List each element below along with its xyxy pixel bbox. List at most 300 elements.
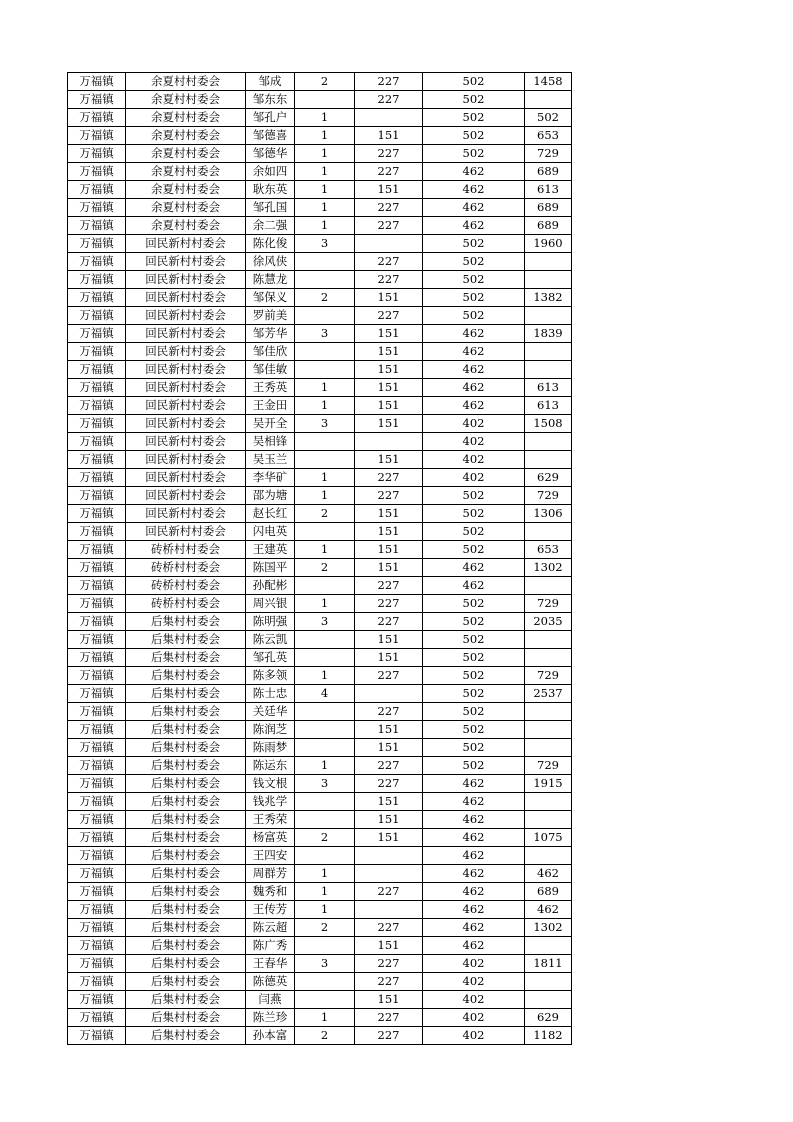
name-cell: 邹孔国 xyxy=(246,199,295,217)
table-row xyxy=(68,667,572,685)
village-cell: 后集村村委会 xyxy=(126,775,246,793)
amount-a-cell: 227 xyxy=(355,1009,423,1027)
total-cell xyxy=(525,343,572,361)
name-cell: 陈云超 xyxy=(246,919,295,937)
name-cell: 余如四 xyxy=(246,163,295,181)
amount-b-cell: 462 xyxy=(423,901,525,919)
town-cell: 万福镇 xyxy=(68,163,126,181)
amount-b-cell: 462 xyxy=(423,811,525,829)
amount-a-cell: 227 xyxy=(355,955,423,973)
count-cell: 1 xyxy=(295,1009,355,1027)
village-cell: 砖桥村村委会 xyxy=(126,595,246,613)
amount-b-cell: 462 xyxy=(423,379,525,397)
amount-a-cell: 227 xyxy=(355,145,423,163)
name-cell: 邹佳欣 xyxy=(246,343,295,361)
town-cell: 万福镇 xyxy=(68,379,126,397)
village-cell: 后集村村委会 xyxy=(126,865,246,883)
total-cell xyxy=(525,973,572,991)
count-cell: 1 xyxy=(295,181,355,199)
town-cell: 万福镇 xyxy=(68,559,126,577)
name-cell: 钱兆学 xyxy=(246,793,295,811)
name-cell: 吴开全 xyxy=(246,415,295,433)
table-row xyxy=(68,343,572,361)
village-cell: 砖桥村村委会 xyxy=(126,541,246,559)
amount-b-cell: 502 xyxy=(423,613,525,631)
count-cell xyxy=(295,973,355,991)
amount-b-cell: 502 xyxy=(423,487,525,505)
count-cell: 1 xyxy=(295,595,355,613)
amount-a-cell: 151 xyxy=(355,991,423,1009)
amount-a-cell xyxy=(355,847,423,865)
town-cell: 万福镇 xyxy=(68,973,126,991)
village-cell: 回民新村村委会 xyxy=(126,343,246,361)
town-cell: 万福镇 xyxy=(68,271,126,289)
count-cell xyxy=(295,91,355,109)
total-cell xyxy=(525,361,572,379)
town-cell: 万福镇 xyxy=(68,955,126,973)
amount-a-cell: 151 xyxy=(355,793,423,811)
amount-a-cell xyxy=(355,109,423,127)
total-cell xyxy=(525,793,572,811)
town-cell: 万福镇 xyxy=(68,289,126,307)
town-cell: 万福镇 xyxy=(68,775,126,793)
count-cell: 1 xyxy=(295,757,355,775)
town-cell: 万福镇 xyxy=(68,397,126,415)
amount-b-cell: 462 xyxy=(423,775,525,793)
amount-b-cell: 402 xyxy=(423,415,525,433)
table-row xyxy=(68,955,572,973)
amount-a-cell: 151 xyxy=(355,649,423,667)
total-cell xyxy=(525,991,572,1009)
total-cell xyxy=(525,721,572,739)
count-cell: 1 xyxy=(295,865,355,883)
total-cell: 613 xyxy=(525,379,572,397)
amount-a-cell xyxy=(355,901,423,919)
town-cell: 万福镇 xyxy=(68,991,126,1009)
village-cell: 后集村村委会 xyxy=(126,1027,246,1045)
table-row xyxy=(68,469,572,487)
table-row xyxy=(68,649,572,667)
village-cell: 余夏村村委会 xyxy=(126,181,246,199)
town-cell: 万福镇 xyxy=(68,883,126,901)
name-cell: 邹东东 xyxy=(246,91,295,109)
count-cell xyxy=(295,793,355,811)
amount-a-cell: 227 xyxy=(355,199,423,217)
name-cell: 孙配彬 xyxy=(246,577,295,595)
total-cell: 629 xyxy=(525,469,572,487)
amount-a-cell: 151 xyxy=(355,127,423,145)
name-cell: 王春华 xyxy=(246,955,295,973)
name-cell: 耿东英 xyxy=(246,181,295,199)
amount-b-cell: 462 xyxy=(423,163,525,181)
amount-b-cell: 502 xyxy=(423,109,525,127)
count-cell xyxy=(295,811,355,829)
count-cell xyxy=(295,451,355,469)
count-cell: 4 xyxy=(295,685,355,703)
amount-b-cell: 402 xyxy=(423,1027,525,1045)
village-cell: 后集村村委会 xyxy=(126,721,246,739)
town-cell: 万福镇 xyxy=(68,487,126,505)
amount-b-cell: 462 xyxy=(423,343,525,361)
table-row xyxy=(68,109,572,127)
total-cell: 1382 xyxy=(525,289,572,307)
amount-b-cell: 402 xyxy=(423,991,525,1009)
name-cell: 陈化俊 xyxy=(246,235,295,253)
total-cell xyxy=(525,937,572,955)
total-cell: 729 xyxy=(525,487,572,505)
village-cell: 后集村村委会 xyxy=(126,991,246,1009)
amount-a-cell: 151 xyxy=(355,415,423,433)
amount-a-cell: 227 xyxy=(355,703,423,721)
count-cell: 2 xyxy=(295,919,355,937)
amount-b-cell: 502 xyxy=(423,667,525,685)
town-cell: 万福镇 xyxy=(68,307,126,325)
total-cell: 653 xyxy=(525,127,572,145)
town-cell: 万福镇 xyxy=(68,919,126,937)
total-cell: 613 xyxy=(525,181,572,199)
name-cell: 王秀英 xyxy=(246,379,295,397)
town-cell: 万福镇 xyxy=(68,865,126,883)
village-cell: 后集村村委会 xyxy=(126,883,246,901)
amount-a-cell: 151 xyxy=(355,451,423,469)
name-cell: 王四安 xyxy=(246,847,295,865)
total-cell: 1182 xyxy=(525,1027,572,1045)
total-cell xyxy=(525,253,572,271)
amount-a-cell: 151 xyxy=(355,379,423,397)
amount-b-cell: 502 xyxy=(423,649,525,667)
amount-b-cell: 462 xyxy=(423,865,525,883)
town-cell: 万福镇 xyxy=(68,109,126,127)
town-cell: 万福镇 xyxy=(68,685,126,703)
table-row xyxy=(68,865,572,883)
amount-b-cell: 502 xyxy=(423,703,525,721)
village-cell: 回民新村村委会 xyxy=(126,271,246,289)
total-cell: 1915 xyxy=(525,775,572,793)
town-cell: 万福镇 xyxy=(68,1009,126,1027)
name-cell: 闪电英 xyxy=(246,523,295,541)
name-cell: 邹保义 xyxy=(246,289,295,307)
total-cell: 2537 xyxy=(525,685,572,703)
table-row xyxy=(68,523,572,541)
town-cell: 万福镇 xyxy=(68,739,126,757)
table-row xyxy=(68,307,572,325)
town-cell: 万福镇 xyxy=(68,793,126,811)
table-row xyxy=(68,73,572,91)
total-cell: 1075 xyxy=(525,829,572,847)
amount-a-cell: 151 xyxy=(355,937,423,955)
village-cell: 后集村村委会 xyxy=(126,631,246,649)
amount-a-cell: 151 xyxy=(355,811,423,829)
total-cell: 729 xyxy=(525,667,572,685)
name-cell: 陈明强 xyxy=(246,613,295,631)
amount-b-cell: 502 xyxy=(423,253,525,271)
amount-a-cell: 151 xyxy=(355,289,423,307)
village-cell: 后集村村委会 xyxy=(126,739,246,757)
amount-b-cell: 502 xyxy=(423,685,525,703)
total-cell: 689 xyxy=(525,217,572,235)
amount-a-cell: 227 xyxy=(355,973,423,991)
amount-a-cell: 227 xyxy=(355,577,423,595)
count-cell: 1 xyxy=(295,469,355,487)
amount-a-cell: 227 xyxy=(355,775,423,793)
amount-b-cell: 402 xyxy=(423,433,525,451)
table-row xyxy=(68,505,572,523)
total-cell xyxy=(525,847,572,865)
village-cell: 后集村村委会 xyxy=(126,649,246,667)
total-cell xyxy=(525,577,572,595)
village-cell: 后集村村委会 xyxy=(126,793,246,811)
name-cell: 钱文根 xyxy=(246,775,295,793)
amount-a-cell: 151 xyxy=(355,721,423,739)
amount-a-cell: 151 xyxy=(355,325,423,343)
name-cell: 杨富英 xyxy=(246,829,295,847)
table-row xyxy=(68,451,572,469)
count-cell: 2 xyxy=(295,73,355,91)
town-cell: 万福镇 xyxy=(68,505,126,523)
amount-a-cell: 227 xyxy=(355,91,423,109)
count-cell xyxy=(295,631,355,649)
town-cell: 万福镇 xyxy=(68,847,126,865)
village-cell: 回民新村村委会 xyxy=(126,487,246,505)
amount-b-cell: 462 xyxy=(423,937,525,955)
town-cell: 万福镇 xyxy=(68,757,126,775)
table-row xyxy=(68,91,572,109)
total-cell: 729 xyxy=(525,757,572,775)
total-cell xyxy=(525,631,572,649)
count-cell xyxy=(295,361,355,379)
town-cell: 万福镇 xyxy=(68,631,126,649)
village-cell: 后集村村委会 xyxy=(126,811,246,829)
name-cell: 王秀荣 xyxy=(246,811,295,829)
count-cell: 1 xyxy=(295,667,355,685)
town-cell: 万福镇 xyxy=(68,199,126,217)
amount-a-cell: 227 xyxy=(355,307,423,325)
name-cell: 魏秀和 xyxy=(246,883,295,901)
amount-a-cell xyxy=(355,433,423,451)
village-cell: 回民新村村委会 xyxy=(126,451,246,469)
amount-a-cell: 151 xyxy=(355,739,423,757)
total-cell: 502 xyxy=(525,109,572,127)
amount-b-cell: 462 xyxy=(423,847,525,865)
amount-a-cell xyxy=(355,865,423,883)
town-cell: 万福镇 xyxy=(68,343,126,361)
name-cell: 王建英 xyxy=(246,541,295,559)
table-row xyxy=(68,289,572,307)
town-cell: 万福镇 xyxy=(68,325,126,343)
table-row xyxy=(68,145,572,163)
name-cell: 邹佳敏 xyxy=(246,361,295,379)
count-cell xyxy=(295,523,355,541)
amount-b-cell: 502 xyxy=(423,91,525,109)
amount-b-cell: 502 xyxy=(423,631,525,649)
amount-a-cell: 227 xyxy=(355,1027,423,1045)
amount-a-cell: 151 xyxy=(355,361,423,379)
village-cell: 余夏村村委会 xyxy=(126,199,246,217)
village-cell: 回民新村村委会 xyxy=(126,415,246,433)
amount-b-cell: 402 xyxy=(423,469,525,487)
village-cell: 后集村村委会 xyxy=(126,937,246,955)
count-cell: 1 xyxy=(295,199,355,217)
amount-b-cell: 462 xyxy=(423,829,525,847)
count-cell: 3 xyxy=(295,325,355,343)
amount-b-cell: 462 xyxy=(423,883,525,901)
village-cell: 回民新村村委会 xyxy=(126,361,246,379)
total-cell: 613 xyxy=(525,397,572,415)
town-cell: 万福镇 xyxy=(68,541,126,559)
amount-b-cell: 462 xyxy=(423,325,525,343)
name-cell: 吴玉兰 xyxy=(246,451,295,469)
town-cell: 万福镇 xyxy=(68,217,126,235)
amount-b-cell: 402 xyxy=(423,955,525,973)
name-cell: 邹芳华 xyxy=(246,325,295,343)
village-cell: 回民新村村委会 xyxy=(126,379,246,397)
total-cell: 1508 xyxy=(525,415,572,433)
amount-b-cell: 502 xyxy=(423,235,525,253)
village-cell: 余夏村村委会 xyxy=(126,127,246,145)
name-cell: 周兴银 xyxy=(246,595,295,613)
table-row xyxy=(68,739,572,757)
name-cell: 赵长红 xyxy=(246,505,295,523)
amount-b-cell: 462 xyxy=(423,793,525,811)
village-cell: 回民新村村委会 xyxy=(126,289,246,307)
amount-b-cell: 502 xyxy=(423,523,525,541)
amount-b-cell: 502 xyxy=(423,73,525,91)
amount-b-cell: 402 xyxy=(423,451,525,469)
count-cell: 2 xyxy=(295,505,355,523)
village-cell: 回民新村村委会 xyxy=(126,235,246,253)
count-cell: 1 xyxy=(295,217,355,235)
table-row xyxy=(68,541,572,559)
table-row xyxy=(68,991,572,1009)
count-cell: 2 xyxy=(295,559,355,577)
name-cell: 邵为塘 xyxy=(246,487,295,505)
village-cell: 砖桥村村委会 xyxy=(126,559,246,577)
table-row xyxy=(68,685,572,703)
count-cell xyxy=(295,991,355,1009)
amount-b-cell: 402 xyxy=(423,1009,525,1027)
table-row xyxy=(68,379,572,397)
total-cell xyxy=(525,739,572,757)
count-cell: 1 xyxy=(295,397,355,415)
town-cell: 万福镇 xyxy=(68,433,126,451)
count-cell xyxy=(295,649,355,667)
amount-b-cell: 462 xyxy=(423,559,525,577)
amount-b-cell: 502 xyxy=(423,145,525,163)
amount-a-cell: 151 xyxy=(355,559,423,577)
table-row xyxy=(68,613,572,631)
village-cell: 余夏村村委会 xyxy=(126,91,246,109)
village-cell: 后集村村委会 xyxy=(126,955,246,973)
town-cell: 万福镇 xyxy=(68,1027,126,1045)
total-cell xyxy=(525,811,572,829)
town-cell: 万福镇 xyxy=(68,667,126,685)
count-cell: 2 xyxy=(295,1027,355,1045)
amount-b-cell: 462 xyxy=(423,199,525,217)
total-cell: 653 xyxy=(525,541,572,559)
total-cell xyxy=(525,91,572,109)
name-cell: 陈德英 xyxy=(246,973,295,991)
name-cell: 李华矿 xyxy=(246,469,295,487)
count-cell: 3 xyxy=(295,955,355,973)
count-cell: 1 xyxy=(295,883,355,901)
amount-b-cell: 502 xyxy=(423,757,525,775)
name-cell: 陈士忠 xyxy=(246,685,295,703)
table-row xyxy=(68,127,572,145)
total-cell: 689 xyxy=(525,883,572,901)
town-cell: 万福镇 xyxy=(68,613,126,631)
amount-a-cell xyxy=(355,685,423,703)
table-body xyxy=(68,73,572,1045)
town-cell: 万福镇 xyxy=(68,235,126,253)
amount-a-cell: 151 xyxy=(355,541,423,559)
amount-a-cell: 151 xyxy=(355,505,423,523)
village-cell: 余夏村村委会 xyxy=(126,163,246,181)
village-cell: 余夏村村委会 xyxy=(126,109,246,127)
count-cell: 1 xyxy=(295,541,355,559)
name-cell: 邹德华 xyxy=(246,145,295,163)
amount-b-cell: 462 xyxy=(423,217,525,235)
total-cell: 689 xyxy=(525,199,572,217)
count-cell xyxy=(295,721,355,739)
count-cell: 1 xyxy=(295,109,355,127)
name-cell: 邹孔户 xyxy=(246,109,295,127)
count-cell: 1 xyxy=(295,487,355,505)
amount-a-cell: 227 xyxy=(355,253,423,271)
table-row xyxy=(68,559,572,577)
table-row xyxy=(68,847,572,865)
total-cell: 729 xyxy=(525,595,572,613)
name-cell: 邹成 xyxy=(246,73,295,91)
table-row xyxy=(68,433,572,451)
village-cell: 回民新村村委会 xyxy=(126,433,246,451)
count-cell: 1 xyxy=(295,379,355,397)
total-cell xyxy=(525,307,572,325)
total-cell: 729 xyxy=(525,145,572,163)
village-cell: 后集村村委会 xyxy=(126,685,246,703)
count-cell xyxy=(295,577,355,595)
count-cell xyxy=(295,271,355,289)
count-cell xyxy=(295,703,355,721)
town-cell: 万福镇 xyxy=(68,451,126,469)
name-cell: 陈运东 xyxy=(246,757,295,775)
table-row xyxy=(68,757,572,775)
village-cell: 后集村村委会 xyxy=(126,919,246,937)
count-cell xyxy=(295,937,355,955)
amount-a-cell xyxy=(355,235,423,253)
village-cell: 后集村村委会 xyxy=(126,829,246,847)
count-cell: 1 xyxy=(295,145,355,163)
amount-a-cell: 227 xyxy=(355,271,423,289)
town-cell: 万福镇 xyxy=(68,145,126,163)
amount-a-cell: 227 xyxy=(355,757,423,775)
village-cell: 后集村村委会 xyxy=(126,901,246,919)
total-cell xyxy=(525,271,572,289)
table-row xyxy=(68,973,572,991)
village-cell: 后集村村委会 xyxy=(126,1009,246,1027)
amount-a-cell: 227 xyxy=(355,217,423,235)
table-row xyxy=(68,703,572,721)
town-cell: 万福镇 xyxy=(68,127,126,145)
total-cell: 2035 xyxy=(525,613,572,631)
name-cell: 邹孔英 xyxy=(246,649,295,667)
amount-b-cell: 462 xyxy=(423,919,525,937)
amount-b-cell: 462 xyxy=(423,361,525,379)
table-row xyxy=(68,415,572,433)
name-cell: 王金田 xyxy=(246,397,295,415)
town-cell: 万福镇 xyxy=(68,649,126,667)
name-cell: 吴相锋 xyxy=(246,433,295,451)
amount-a-cell: 227 xyxy=(355,883,423,901)
